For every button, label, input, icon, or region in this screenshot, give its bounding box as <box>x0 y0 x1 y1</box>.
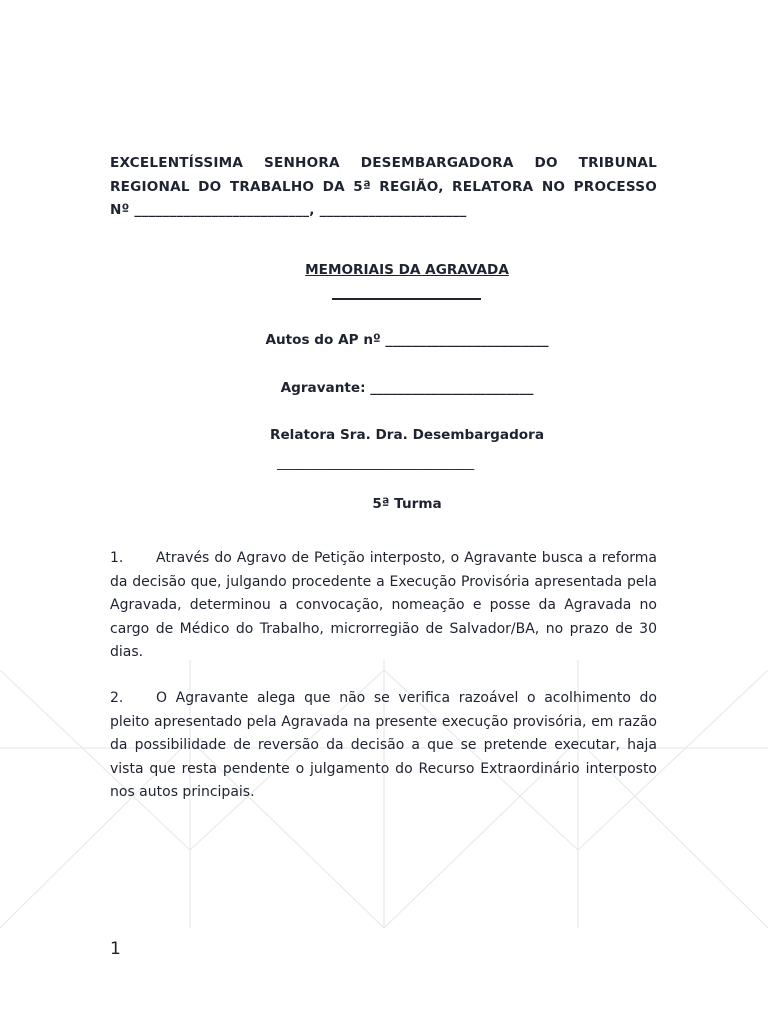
title-underline-rule <box>332 298 481 300</box>
paragraph-text: Através do Agravo de Petição interposto, o Agravante busca a reforma da decisão que, julgando procedente a Execução Provisória apresentada pela Agravada, determinou a convocação, nomeação e posse da Agravada no cargo de Médico do Trabalho, microrregião de Salvador/BA, no prazo de 30 dias. <box>110 550 657 660</box>
paragraph <box>110 687 657 805</box>
rapporteur-line: Relatora Sra. Dra. Desembargadora <box>269 427 545 443</box>
paragraph <box>110 547 657 665</box>
paragraph-number: 2. <box>110 690 124 706</box>
paragraph-number: 1. <box>110 550 124 566</box>
document-title: MEMORIAIS DA AGRAVADA <box>305 262 509 278</box>
addressee-header <box>110 152 657 223</box>
paragraph-text: O Agravante alega que não se verifica razoável o acolhimento do pleito apresentado pela Agravada na presente execução provisória, em razão da possibilidade de reversão da decisão a que se pretende executar, haja vista que resta pendente o julgamento do Recurso Extraordinário interposto nos autos principais. <box>110 690 657 800</box>
header-line: REGIONAL DO TRABALHO DA 5ª REGIÃO, RELATORA NO PROCESSO <box>110 178 657 195</box>
panel-line: 5ª Turma <box>372 496 442 512</box>
header-line: Nº _________________________, _____________________ <box>110 202 467 218</box>
header-line: EXCELENTÍSSIMA SENHORA DESEMBARGADORA DO TRIBUNAL <box>110 155 657 171</box>
case-number-line: Autos do AP nº ________________________ <box>265 332 549 348</box>
rapporteur-name-blank: _____________________________ <box>277 455 475 471</box>
page-number: 1 <box>110 939 121 959</box>
appellant-line: Agravante: ________________________ <box>280 380 534 396</box>
